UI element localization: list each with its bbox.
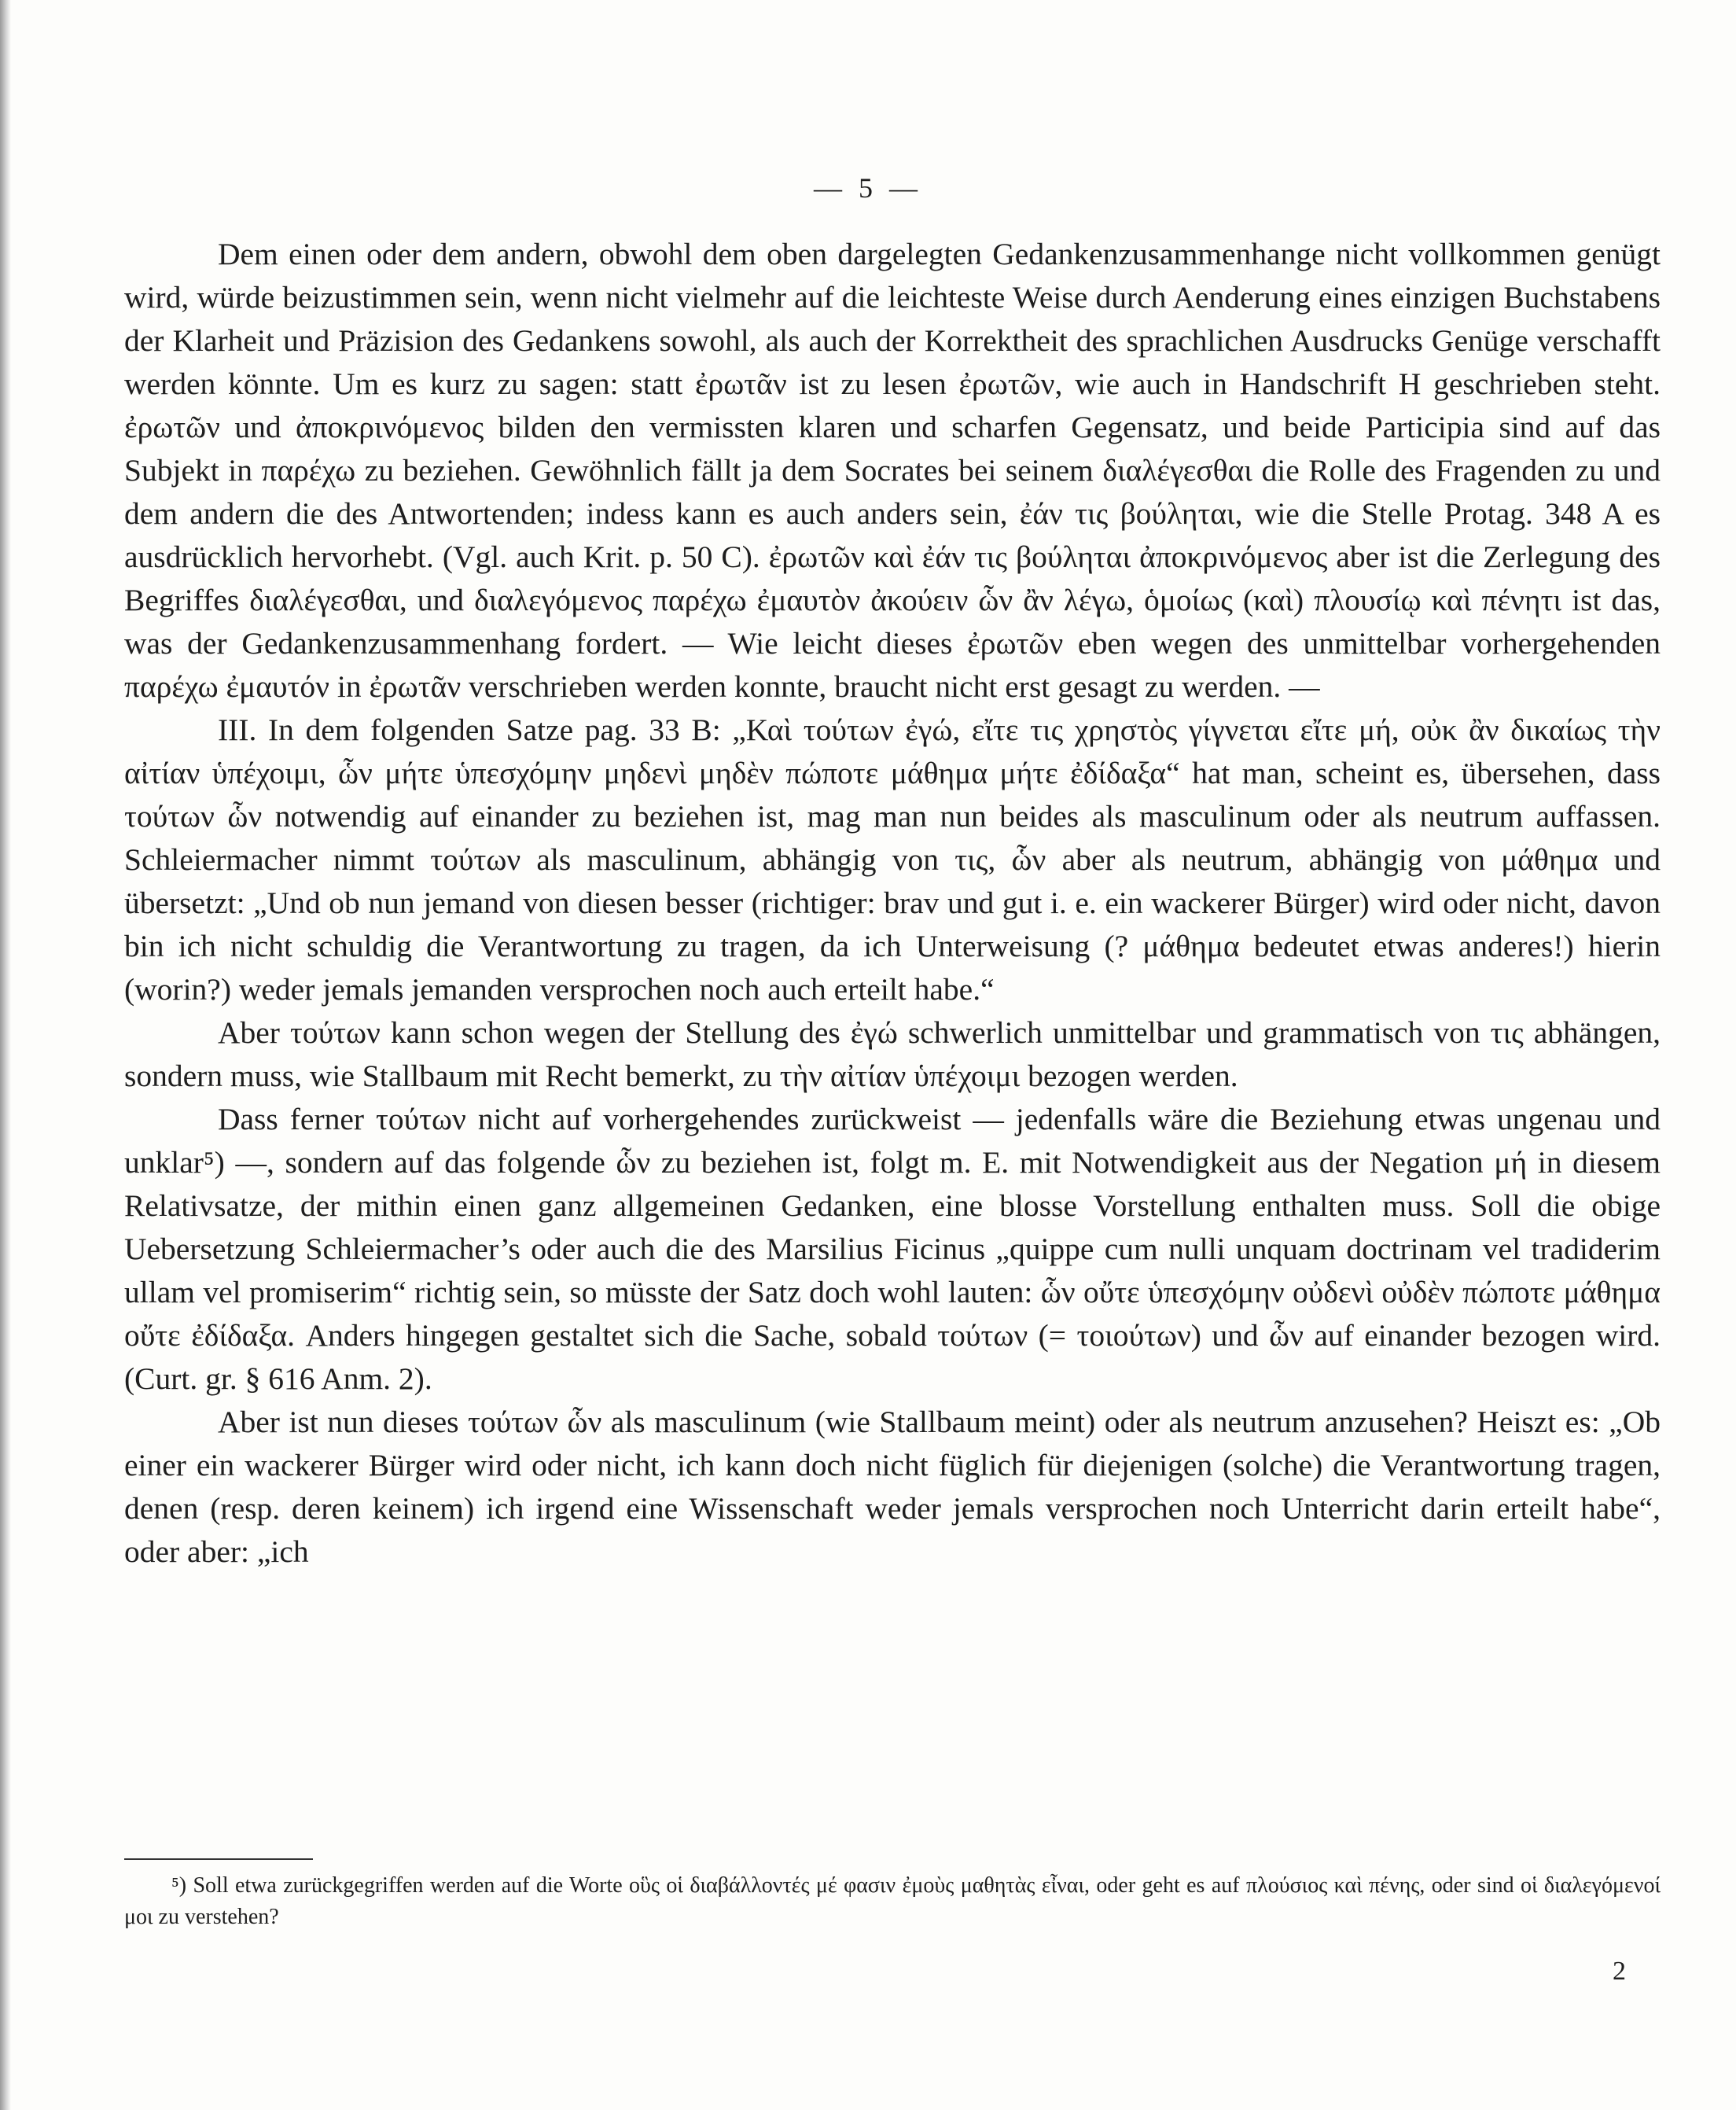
footnote-divider xyxy=(124,1858,313,1860)
footnote: ⁵) Soll etwa zurückgegriffen werden auf die Worte οὓς οἱ διαβάλλοντές μέ φασιν ἐμοὺς μαθητὰς εἶναι, oder geht es auf πλούσιος καὶ πένης, oder sind οἱ διαλεγόμενοί μοι zu verstehen? xyxy=(124,1873,1661,1929)
paragraph: Dem einen oder dem andern, obwohl dem oben dargelegten Gedankenzusammenhange nicht vollkommen genügt wird, würde beizustimmen sein, wenn nicht vielmehr auf die leichteste Weise durch Aenderung eines einzigen Buchstabens der Klarheit und Präzision des Gedankens sowohl, als auch der Korrektheit des sprachlichen Ausdrucks Genüge verschafft werden könnte. Um es kurz zu sagen: statt ἐρωτᾶν ist zu lesen ἐρωτῶν, wie auch in Handschrift H geschrieben steht. ἐρωτῶν und ἀποκρινόμενος bilden den vermissten klaren und scharfen Gegensatz, und beide Participia sind auf das Subjekt in παρέχω zu beziehen. Gewöhnlich fällt ja dem Socrates bei seinem διαλέγεσθαι die Rolle des Fragenden zu und dem andern die des Antwortenden; indess kann es auch anders sein, ἐάν τις βούληται, wie die Stelle Protag. 348 A es ausdrücklich hervorhebt. (Vgl. auch Krit. p. 50 C). ἐρωτῶν καὶ ἐάν τις βούληται ἀποκρινόμενος aber ist die Zerlegung des Begriffes διαλέγεσθαι, und διαλεγόμενος παρέχω ἐμαυτὸν ἀκούειν ὧν ἂν λέγω, ὁμοίως (καὶ) πλουσίῳ καὶ πένητι ist das, was der Gedankenzusammenhang fordert. — Wie leicht dieses ἐρωτῶν eben wegen des unmittelbar vorhergehenden παρέχω ἐμαυτόν in ἐρωτᾶν verschrieben werden konnte, braucht nicht erst gesagt zu werden. — xyxy=(124,237,1661,704)
page-number: — 5 — xyxy=(814,172,922,204)
paragraph: III. In dem folgenden Satze pag. 33 B: „Καὶ τούτων ἐγώ, εἴτε τις χρηστὸς γίγνεται εἴτε μή, οὐκ ἂν δικαίως τὴν αἰτίαν ὑπέχοιμι, ὧν μήτε ὑπεσχόμην μηδενὶ μηδὲν πώποτε μάθημα μήτε ἐδίδαξα“ hat man, scheint es, übersehen, dass τούτων ὧν notwendig auf einander zu beziehen ist, mag man nun beides als masculinum oder als neutrum auffassen. Schleiermacher nimmt τούτων als masculinum, abhängig von τις, ὧν aber als neutrum, abhängig von μάθημα und übersetzt: „Und ob nun jemand von diesen besser (richtiger: brav und gut i. e. ein wackerer Bürger) wird oder nicht, davon bin ich nicht schuldig die Verantwortung zu tragen, da ich Unterweisung (? μάθημα bedeutet etwas anderes!) hierin (worin?) weder jemals jemanden versprochen noch auch erteilt habe.“ xyxy=(124,713,1661,1007)
paragraph: Aber ist nun dieses τούτων ὧν als masculinum (wie Stallbaum meint) oder als neutrum anzusehen? Heiszt es: „Ob einer ein wackerer Bürger wird oder nicht, ich kann doch nicht füglich für diejenigen (solche) die Verantwortung tragen, denen (resp. deren keinem) ich irgend eine Wissenschaft weder jemals versprochen noch Unterricht darin erteilt habe“, oder aber: „ich xyxy=(124,1405,1661,1569)
paragraph: Aber τούτων kann schon wegen der Stellung des ἐγώ schwerlich unmittelbar und grammatisch von τις abhängen, sondern muss, wie Stallbaum mit Recht bemerkt, zu τὴν αἰτίαν ὑπέχοιμι bezogen werden. xyxy=(124,1015,1661,1093)
paragraph: Dass ferner τούτων nicht auf vorhergehendes zurückweist — jedenfalls wäre die Beziehung etwas ungenau und unklar⁵) —, sondern auf das folgende ὧν zu beziehen ist, folgt m. E. mit Notwendigkeit aus der Negation μή in diesem Relativsatze, der mithin einen ganz allgemeinen Gedanken, eine blosse Vorstellung enthalten muss. Soll die obige Uebersetzung Schleiermacher’s oder auch die des Marsilius Ficinus „quippe cum nulli unquam doctrinam vel tradiderim ullam vel promiserim“ richtig sein, so müsste der Satz doch wohl lauten: ὧν οὔτε ὑπεσχόμην οὐδενὶ οὐδὲν πώποτε μάθημα οὔτε ἐδίδαξα. Anders hingegen gestaltet sich die Sache, sobald τούτων (= τοιούτων) und ὧν auf einander bezogen wird. (Curt. gr. § 616 Anm. 2). xyxy=(124,1102,1661,1396)
scan-edge xyxy=(0,0,11,2110)
footnotes xyxy=(124,1870,1661,1933)
body-text xyxy=(124,233,1661,1574)
signature-mark: 2 xyxy=(1613,1957,1626,1986)
